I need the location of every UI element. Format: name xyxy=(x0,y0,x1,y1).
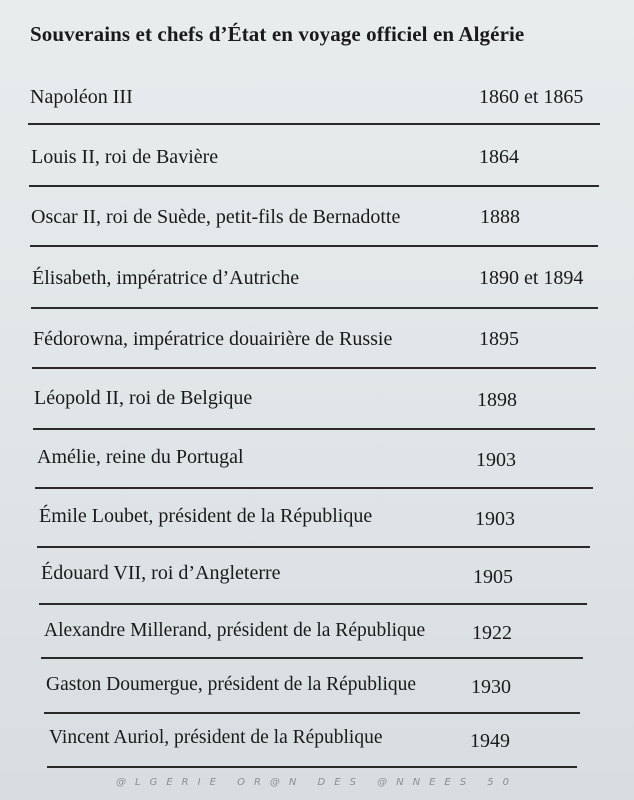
row-divider xyxy=(37,546,590,548)
row-divider xyxy=(44,712,580,714)
row-divider xyxy=(30,245,598,247)
row-divider xyxy=(41,657,583,659)
row-date: 1890 et 1894 xyxy=(479,267,584,289)
row-name: Vincent Auriol, président de la République xyxy=(49,727,383,748)
row-divider xyxy=(39,603,587,605)
row-name: Édouard VII, roi d’Angleterre xyxy=(41,562,281,584)
row-date: 1949 xyxy=(470,730,510,752)
row-date: 1898 xyxy=(477,389,517,411)
row-name: Louis II, roi de Bavière xyxy=(31,146,219,168)
row-name: Émile Loubet, président de la République xyxy=(39,505,373,527)
row-date: 1860 et 1865 xyxy=(479,86,584,108)
row-name: Napoléon III xyxy=(30,86,133,108)
row-date: 1930 xyxy=(471,676,511,698)
row-name: Léopold II, roi de Belgique xyxy=(34,387,253,409)
row-name: Élisabeth, impératrice d’Autriche xyxy=(32,267,300,289)
row-name: Oscar II, roi de Suède, petit-fils de Bernadotte xyxy=(31,206,401,228)
row-divider xyxy=(28,123,600,125)
row-divider xyxy=(31,307,598,309)
row-date: 1864 xyxy=(479,146,519,168)
row-divider xyxy=(47,766,577,768)
row-date: 1905 xyxy=(473,566,513,588)
row-divider xyxy=(29,185,599,187)
row-name: Alexandre Millerand, président de la République xyxy=(44,620,426,641)
row-date: 1895 xyxy=(479,328,519,350)
row-divider xyxy=(35,487,593,489)
row-name: Gaston Doumergue, président de la République xyxy=(46,674,417,695)
row-date: 1922 xyxy=(472,622,512,644)
row-date: 1903 xyxy=(476,449,516,471)
row-divider xyxy=(32,367,596,369)
page-title: Souverains et chefs d’État en voyage officiel en Algérie xyxy=(30,22,525,46)
row-name: Amélie, reine du Portugal xyxy=(37,446,244,468)
watermark-footer: @LGERIE OR@N DES @NNEES 50 xyxy=(116,777,518,788)
row-divider xyxy=(33,428,595,430)
row-date: 1888 xyxy=(480,206,520,228)
row-name: Fédorowna, impératrice douairière de Russie xyxy=(33,328,393,350)
row-date: 1903 xyxy=(475,508,515,530)
